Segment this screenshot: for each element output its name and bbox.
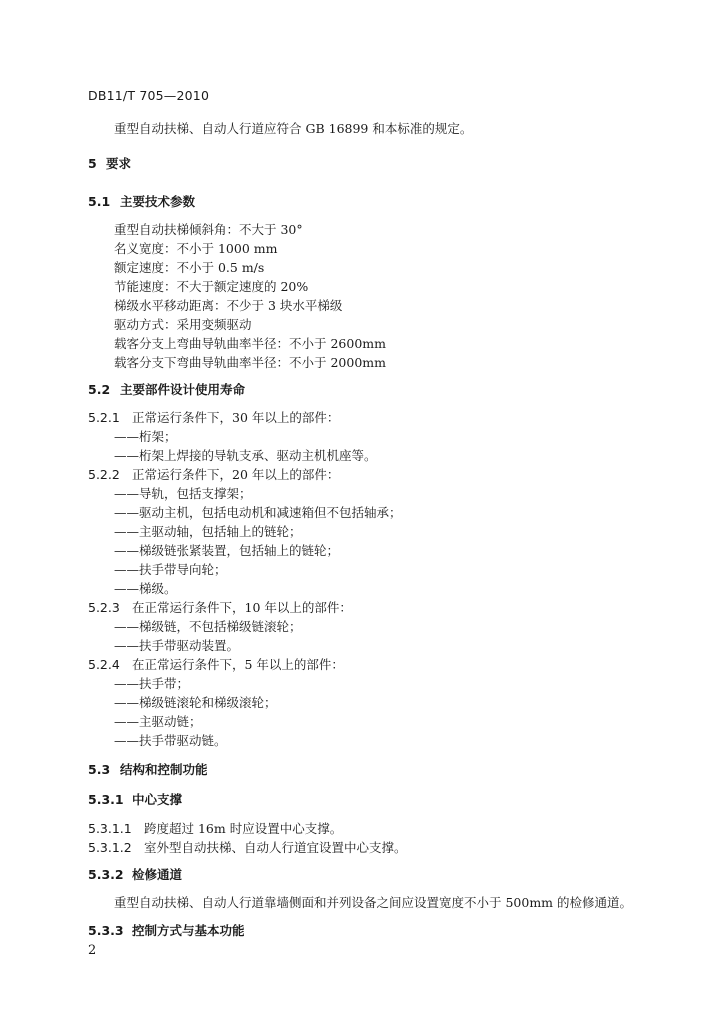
param-item: 额定速度：不小于 0.5 m/s — [114, 260, 265, 275]
param-item: 驱动方式：采用变频驱动 — [114, 317, 252, 332]
list-item: ——主驱动轴，包括轴上的链轮； — [114, 524, 302, 539]
clause-5-2-2-number: 5.2.2 — [88, 467, 120, 482]
clause-5-3-1-2-text: 室外型自动扶梯、自动人行道宜设置中心支撑。 — [144, 840, 407, 855]
list-item: ——导轨，包括支撑架； — [114, 486, 252, 501]
clause-5-2-1-text: 正常运行条件下，30 年以上的部件： — [132, 410, 340, 425]
param-item: 载客分支下弯曲导轨曲率半径：不小于 2000mm — [114, 355, 386, 370]
list-item: ——扶手带导向轮； — [114, 562, 227, 577]
section-5-1-title: 主要技术参数 — [120, 194, 196, 209]
section-5-3-1-title: 中心支撑 — [132, 792, 183, 807]
param-item: 名义宽度：不小于 1000 mm — [114, 241, 278, 256]
list-item: ——梯级链滚轮和梯级滚轮； — [114, 695, 277, 710]
param-item: 载客分支上弯曲导轨曲率半径：不小于 2600mm — [114, 336, 386, 351]
section-5-3-1-number: 5.3.1 — [88, 792, 124, 807]
clause-5-2-3-number: 5.2.3 — [88, 600, 120, 615]
page-number: 2 — [88, 943, 97, 958]
section-5-3-3-title: 控制方式与基本功能 — [132, 923, 245, 938]
param-item: 梯级水平移动距离：不少于 3 块水平梯级 — [114, 298, 343, 313]
clause-5-3-1-2-number: 5.3.1.2 — [88, 840, 132, 855]
clause-5-2-1-number: 5.2.1 — [88, 410, 120, 425]
list-item: ——桁架上焊接的导轨支承、驱动主机机座等。 — [114, 448, 377, 463]
clause-5-3-1-1-text: 跨度超过 16m 时应设置中心支撑。 — [144, 821, 343, 836]
section-5-2-title: 主要部件设计使用寿命 — [120, 382, 246, 397]
section-5-3-number: 5.3 — [88, 762, 111, 777]
list-item: ——桁架； — [114, 429, 177, 444]
list-item: ——扶手带； — [114, 676, 190, 691]
clause-5-2-4-number: 5.2.4 — [88, 657, 120, 672]
clause-5-2-4-text: 在正常运行条件下，5 年以上的部件： — [132, 657, 344, 672]
section-5-number: 5 — [88, 156, 97, 171]
clause-5-2-2-text: 正常运行条件下，20 年以上的部件： — [132, 467, 340, 482]
list-item: ——梯级。 — [114, 581, 177, 596]
list-item: ——梯级链，不包括梯级链滚轮； — [114, 619, 302, 634]
param-item: 节能速度：不大于额定速度的 20% — [114, 279, 309, 294]
section-5-2-number: 5.2 — [88, 382, 111, 397]
section-5-3-2-number: 5.3.2 — [88, 867, 124, 882]
section-5-3-3-number: 5.3.3 — [88, 923, 124, 938]
list-item: ——驱动主机，包括电动机和减速箱但不包括轴承； — [114, 505, 402, 520]
list-item: ——主驱动链； — [114, 714, 202, 729]
standard-code-header: DB11/T 705—2010 — [88, 88, 210, 103]
list-item: ——梯级链张紧装置，包括轴上的链轮； — [114, 543, 340, 558]
section-5-3-2-title: 检修通道 — [132, 867, 183, 882]
clause-5-3-2-text: 重型自动扶梯、自动人行道靠墙侧面和并列设备之间应设置宽度不小于 500mm 的检修通道。 — [114, 895, 633, 910]
param-item: 重型自动扶梯倾斜角：不大于 30° — [114, 222, 303, 237]
list-item: ——扶手带驱动链。 — [114, 733, 227, 748]
section-5-title: 要求 — [106, 156, 132, 171]
section-5-1-number: 5.1 — [88, 194, 111, 209]
intro-paragraph: 重型自动扶梯、自动人行道应符合 GB 16899 和本标准的规定。 — [114, 121, 473, 136]
section-5-3-title: 结构和控制功能 — [120, 762, 208, 777]
clause-5-3-1-1-number: 5.3.1.1 — [88, 821, 132, 836]
clause-5-2-3-text: 在正常运行条件下，10 年以上的部件： — [132, 600, 352, 615]
list-item: ——扶手带驱动装置。 — [114, 638, 240, 653]
